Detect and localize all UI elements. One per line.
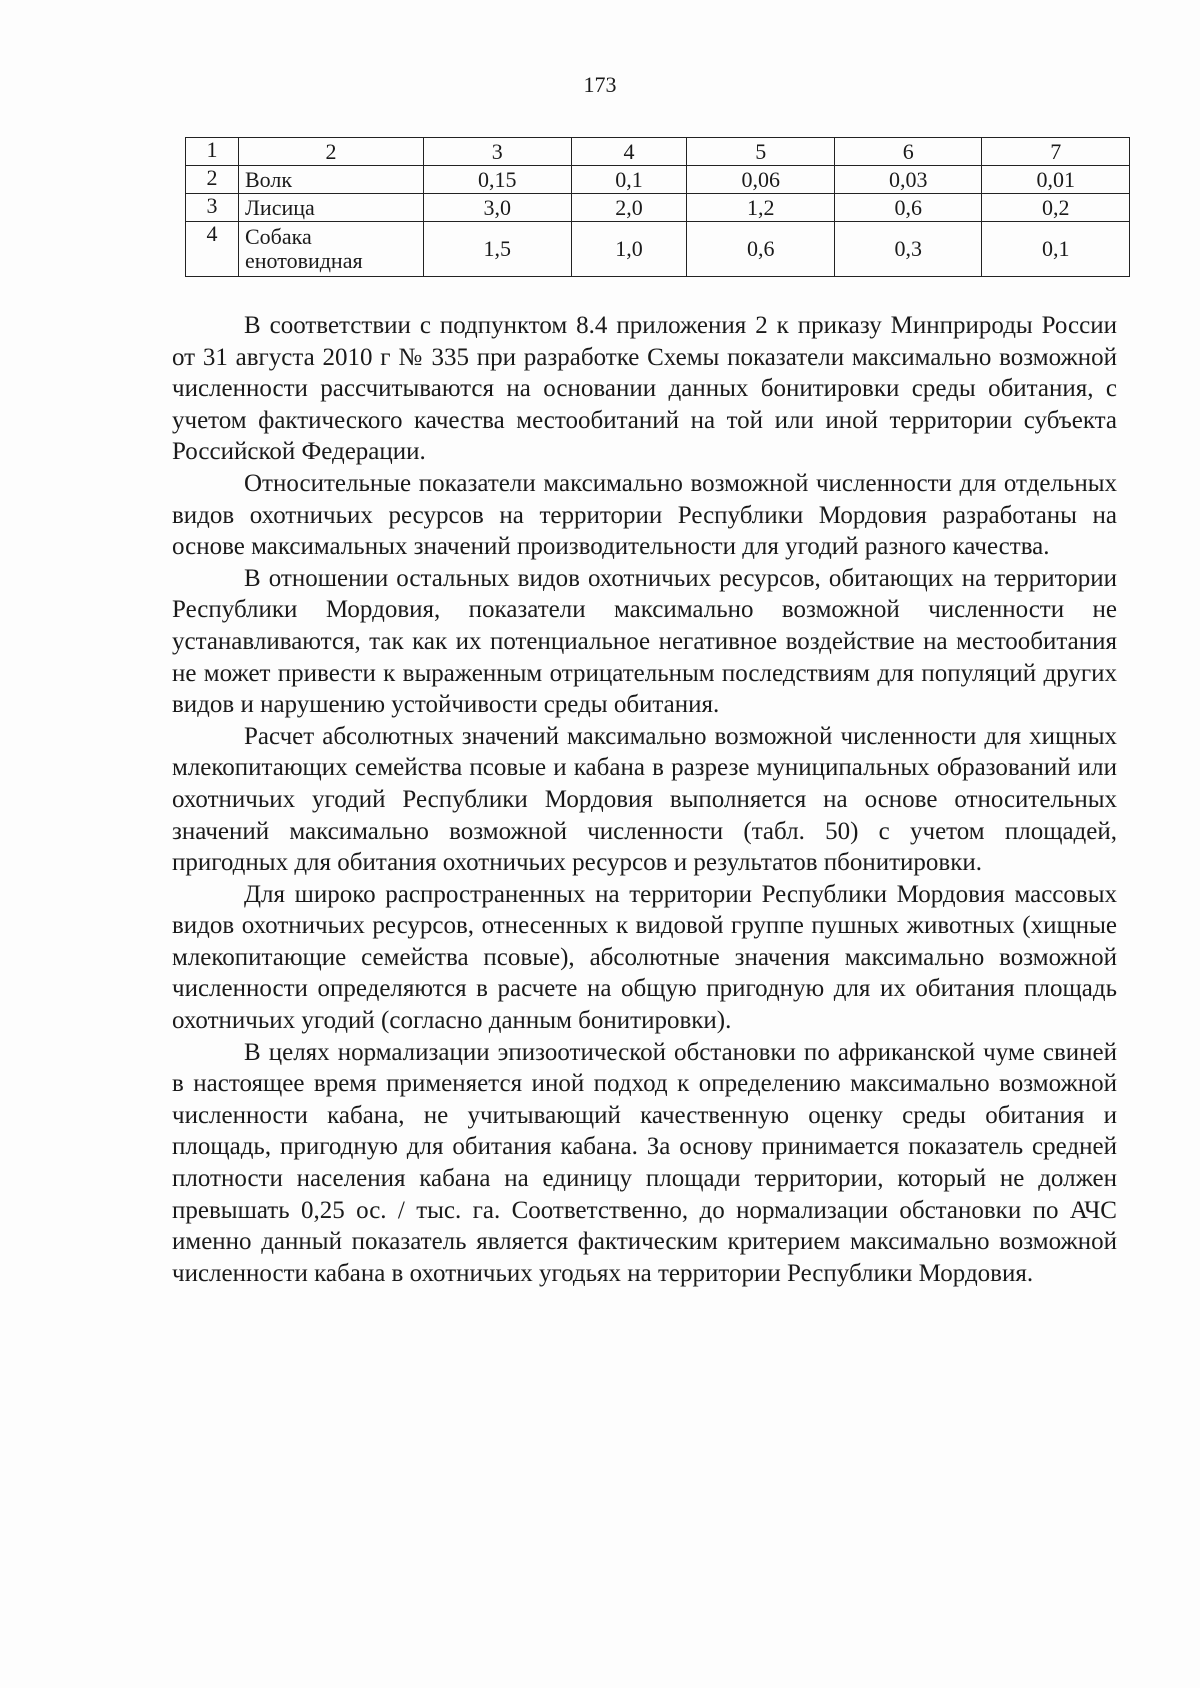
table-cell: 0,3	[834, 222, 982, 277]
table-row	[186, 166, 1130, 194]
paragraph: Относительные показатели максимально возможной численности для отдельных видов охотничьих ресурсов на территории Республики Мордовия разработаны на основе максимальных значений производительности для угодий разного качества.	[172, 469, 1117, 561]
paragraph: В целях нормализации эпизоотической обстановки по африканской чуме свиней в настоящее время применяется иной подход к определению максимально возможной численности кабана, не учитывающий качественную оценку среды обитания и площадь, пригодную для обитания кабана. За основу принимается показатель средней плотности населения кабана на единицу площади территории, который не должен превышать 0,25 ос. / тыс. га. Соответственно, до нормализации обстановки по АЧС именно данный показатель является фактическим критерием максимально возможной численности кабана в охотничьих угодьях на территории Республики Мордовия.	[172, 1038, 1117, 1287]
species-name: Лисица	[239, 194, 424, 222]
table-cell: 0,2	[982, 194, 1130, 222]
table-cell: 0,6	[687, 222, 835, 277]
table-cell: 1,0	[571, 222, 687, 277]
table-header-cell: 1	[186, 138, 239, 166]
row-number: 3	[186, 194, 239, 222]
species-name-line: Собака	[245, 224, 312, 249]
species-name: Волк	[239, 166, 424, 194]
species-name-line: енотовидная	[245, 248, 363, 273]
table-cell: 0,03	[834, 166, 982, 194]
table-cell: 0,06	[687, 166, 835, 194]
page-number: 173	[583, 72, 617, 97]
table-header-cell: 4	[571, 138, 687, 166]
table-header-cell: 2	[239, 138, 424, 166]
table-cell: 1,2	[687, 194, 835, 222]
table-header-cell: 3	[424, 138, 572, 166]
table-row	[186, 222, 1130, 277]
row-number: 2	[186, 166, 239, 194]
species-name	[239, 222, 424, 277]
paragraph: Для широко распространенных на территории Республики Мордовия массовых видов охотничьих ресурсов, отнесенных к видовой группе пушных животных (хищные млекопитающие семейства псовые), абсолютные значения максимально возможной численности определяются в расчете на общую пригодную для их обитания площадь охотничьих угодий (согласно данным бонитировки).	[172, 880, 1117, 1035]
table-header-cell: 7	[982, 138, 1130, 166]
table-cell: 2,0	[571, 194, 687, 222]
table-header-cell: 5	[687, 138, 835, 166]
table-cell: 0,1	[571, 166, 687, 194]
table-cell: 0,6	[834, 194, 982, 222]
table-cell: 0,15	[424, 166, 572, 194]
table-header-row	[186, 138, 1130, 166]
paragraph: В соответствии с подпунктом 8.4 приложения 2 к приказу Минприроды России от 31 августа 2010 г № 335 при разработке Схемы показатели максимально возможной численности рассчитываются на основании данных бонитировки среды обитания, с учетом фактического качества местообитаний на той или иной территории субъекта Российской Федерации.	[172, 312, 1117, 466]
body-text	[172, 310, 1117, 1289]
table-cell: 1,5	[424, 222, 572, 277]
row-number: 4	[186, 222, 239, 277]
paragraph: Расчет абсолютных значений максимально возможной численности для хищных млекопитающих семейства псовые и кабана в разрезе муниципальных образований или охотничьих угодий Республики Мордовия выполняется на основе относительных значений максимально возможной численности (табл. 50) с учетом площадей, пригодных для обитания охотничьих ресурсов и результатов пбонитировки.	[172, 722, 1117, 877]
table-header-cell: 6	[834, 138, 982, 166]
population-table	[185, 137, 1130, 277]
table-cell: 3,0	[424, 194, 572, 222]
paragraph: В отношении остальных видов охотничьих ресурсов, обитающих на территории Республики Мордовия, показатели максимально возможной численности не устанавливаются, так как их потенциальное негативное воздействие на местообитания не может привести к выраженным отрицательным последствиям для популяций других видов и нарушению устойчивости среды обитания.	[172, 564, 1117, 719]
table-cell: 0,01	[982, 166, 1130, 194]
table-cell: 0,1	[982, 222, 1130, 277]
table-row	[186, 194, 1130, 222]
